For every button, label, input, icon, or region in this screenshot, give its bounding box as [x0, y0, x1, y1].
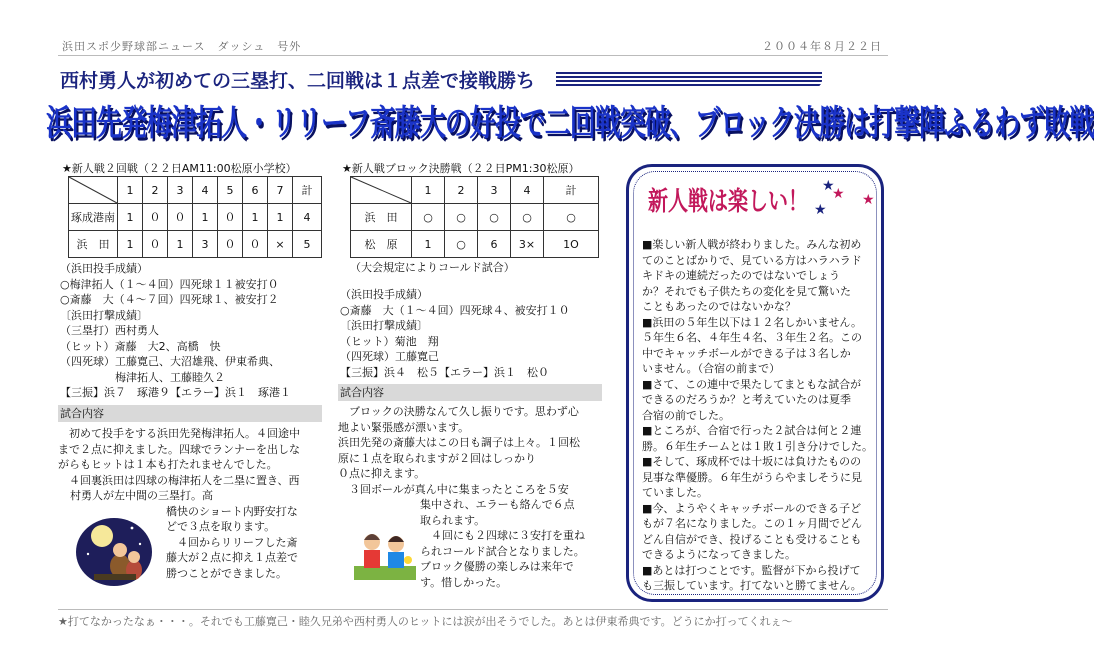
- content-line: られコールド試合となりました。: [420, 544, 585, 558]
- total-cell: 5: [293, 231, 322, 258]
- score-cell: ０: [168, 204, 193, 231]
- headline-ribbon: [556, 72, 822, 88]
- game2-stats: [340, 287, 570, 380]
- total-header: 計: [544, 177, 599, 204]
- score-cell: 3: [193, 231, 218, 258]
- stats-line: 〔浜田打撃成績〕: [60, 308, 148, 322]
- panel-line: ■浜田の５年生以下は１２名しかいません。: [642, 315, 863, 329]
- team-name: 琢成港南: [69, 204, 118, 231]
- stats-line: 【三振】浜４ 松５【エラー】浜１ 松０: [340, 365, 549, 379]
- panel-line: 中でキャッチボールができる子は３名しか: [642, 346, 851, 360]
- scoreboard-corner: [69, 177, 118, 204]
- panel-line: こともあったのではないかな？: [642, 300, 796, 313]
- panel-line: できるのだろうか？と考えていたのは夏季: [642, 393, 851, 406]
- stats-line: （三塁打）西村勇人: [60, 324, 159, 337]
- content-line: ブロック優勝の楽しみは来年で: [420, 560, 574, 573]
- panel-line: ■今、ようやくキャッチボールのできる子ど: [642, 501, 862, 515]
- game2-note: （大会規定によりコールド試合）: [350, 261, 515, 274]
- score-cell: 1: [268, 204, 293, 231]
- score-cell: 6: [478, 231, 511, 258]
- stats-line: （四死球）工藤寛己、大沼雄飛、伊東希典、: [60, 355, 280, 368]
- total-cell: 1O: [544, 231, 599, 258]
- score-cell: 3×: [511, 231, 544, 258]
- score-cell: ０: [218, 204, 243, 231]
- content-line: 原に１点を取られますが２回はしっかり: [338, 451, 536, 465]
- panel-line: 勝。６年生チームとは１敗１引き分けでした。: [642, 439, 873, 453]
- panel-line: てのことばかりで、見ている方はハラハラド: [642, 253, 862, 267]
- inning-header: 4: [193, 177, 218, 204]
- content-line: がらもヒットは１本も打たれませんでした。: [58, 458, 278, 471]
- score-cell: ○: [445, 231, 478, 258]
- stats-line: 【三振】浜７ 琢港９【エラー】浜１ 琢港１: [60, 386, 291, 399]
- panel-line: ５年生６名、４年生４名、３年生２名。この: [642, 331, 862, 344]
- star-icon: ★: [822, 178, 835, 194]
- score-cell: ０: [143, 231, 168, 258]
- content-line: す。惜しかった。: [420, 575, 508, 589]
- content-line: ４回裏浜田は四球の梅津拓人を二塁に置き、西: [58, 473, 300, 487]
- header-rule: [58, 55, 888, 56]
- content-line: 藤大が２点に抑え１点差で: [166, 551, 298, 564]
- score-cell: ０: [143, 204, 168, 231]
- content-line: ０点に抑えます。: [338, 467, 426, 480]
- content-line: まで２点に抑えました。四球でランナーを出しな: [58, 442, 300, 456]
- main-headline: 浜田先発梅津拓人・リリーフ斎藤大の好投で二回戦突破、ブロック決勝は打撃陣ふるわず敗戦: [46, 104, 1094, 145]
- stats-line: （浜田投手成績）: [340, 288, 428, 301]
- score-cell: 1: [412, 231, 445, 258]
- panel-line: ■あとは打つことです。監督が下から投げて: [642, 563, 861, 577]
- stats-line: （浜田投手成績）: [60, 262, 148, 275]
- panel-line: できるようになってきました。: [642, 548, 796, 561]
- footer-note: ★打てなかったなぁ・・・。それでも工藤寛己・睦久兄弟や西村勇人のヒットには涙が出そうでした。あとは伊東希典です。どうにか打ってくれぇ～: [58, 615, 793, 628]
- content-line: どで３点を取ります。: [166, 520, 276, 533]
- team-name: 浜 田: [69, 231, 118, 258]
- inning-header: 7: [268, 177, 293, 204]
- panel-line: キドキの連続だったのではないでしょう: [642, 269, 840, 282]
- stats-line: （四死球）工藤寛己: [340, 350, 439, 363]
- star-icon: ★: [832, 186, 845, 202]
- panel-line: ■楽しい新人戦が終わりました。みんな初め: [642, 238, 862, 251]
- star-icon: ★: [814, 202, 827, 218]
- game2-title: ★新人戦ブロック決勝戦（２２日PM1:30松原）: [342, 162, 580, 175]
- score-cell: ○: [412, 204, 445, 231]
- score-cell: 1: [118, 204, 143, 231]
- inning-header: 6: [243, 177, 268, 204]
- content-line: 橋快のショート内野安打な: [166, 504, 298, 518]
- inning-header: 2: [445, 177, 478, 204]
- total-cell: 4: [293, 204, 322, 231]
- content-line: ４回にも２四球に３安打を重ね: [420, 529, 585, 542]
- panel-title: 新人戦は楽しい！: [648, 185, 808, 217]
- inning-header: 1: [118, 177, 143, 204]
- footer-rule: [58, 609, 888, 610]
- inning-header: 4: [511, 177, 544, 204]
- moon-viewing-illustration: [74, 514, 154, 586]
- content-line: 取られます。: [420, 513, 486, 527]
- stats-line: （ヒット）斎藤 大2、高橋 快: [60, 339, 221, 353]
- content-line: 浜田先発の斎藤大はこの日も調子は上々。１回松: [338, 436, 580, 449]
- content-line: 勝つことができました。: [166, 566, 287, 580]
- panel-line: も三振しています。打てないと勝てません。: [642, 579, 862, 592]
- score-cell: ○: [445, 204, 478, 231]
- inning-header: 3: [478, 177, 511, 204]
- game2-content-label: 試合内容: [338, 384, 602, 401]
- stats-line: ○斎藤 大（１～４回）四死球４、被安打１０: [340, 303, 570, 317]
- stats-line: （ヒット）菊池 翔: [340, 334, 439, 348]
- panel-line: ■さて、この連中で果たしてまともな試合が: [642, 377, 862, 391]
- stats-line: ○梅津拓人（１～４回）四死球１１被安打０: [60, 277, 279, 291]
- issue-date: ２００４年８月２２日: [762, 40, 882, 53]
- panel-line: ■ところが、合宿で行った２試合は何と２連: [642, 424, 862, 437]
- content-line: 村勇人が左中間の三塁打。高: [70, 489, 213, 502]
- stats-line: 梅津拓人、工藤睦久２: [60, 370, 225, 384]
- game2-scoreboard: [350, 176, 599, 258]
- panel-line: ていました。: [642, 486, 708, 499]
- content-line: ３回ボールが真ん中に集まったところを５安: [338, 482, 569, 496]
- panel-line: どん自信ができ、投げることも受けることも: [642, 532, 862, 546]
- content-line: ブロックの決勝なんて久し振りです。思わず心: [338, 405, 579, 418]
- newsletter-name: 浜田スポ少野球部ニュース ダッシュ 号外: [62, 40, 302, 53]
- game1-scoreboard: [68, 176, 322, 258]
- panel-line: 合宿の前でした。: [642, 408, 730, 422]
- game1-stats: [60, 261, 291, 401]
- star-icon: ★: [862, 192, 875, 208]
- panel-line: いません。（合宿の前まで）: [642, 362, 781, 375]
- score-cell: 1: [168, 231, 193, 258]
- total-header: 計: [293, 177, 322, 204]
- content-line: 集中され、エラーも絡んで６点: [420, 498, 575, 511]
- inning-header: 1: [412, 177, 445, 204]
- panel-line: 見事な準優勝。６年生がうらやましそうに見: [642, 470, 862, 484]
- score-cell: ○: [511, 204, 544, 231]
- score-cell: ○: [478, 204, 511, 231]
- team-name: 松 原: [351, 231, 412, 258]
- inning-header: 3: [168, 177, 193, 204]
- sub-headline: 西村勇人が初めての三塁打、二回戦は１点差で接戦勝ち: [60, 70, 536, 92]
- team-name: 浜 田: [351, 204, 412, 231]
- panel-line: ■そして、琢成杯では十坂には負けたものの: [642, 455, 862, 468]
- content-line: 初めて投手をする浜田先発梅津拓人。４回途中: [58, 427, 300, 440]
- total-cell: ○: [544, 204, 599, 231]
- inning-header: 5: [218, 177, 243, 204]
- stats-line: ○斎藤 大（４～７回）四死球１、被安打２: [60, 293, 279, 306]
- score-cell: ０: [218, 231, 243, 258]
- score-cell: 1: [118, 231, 143, 258]
- inning-header: 2: [143, 177, 168, 204]
- score-cell: ×: [268, 231, 293, 258]
- panel-line: か？それでも子供たちの変化を見て驚いた: [642, 284, 851, 298]
- children-illustration: [352, 526, 418, 582]
- content-line: 地よい緊張感が漂います。: [338, 420, 470, 434]
- scoreboard-corner: [351, 177, 412, 204]
- game1-content-label: 試合内容: [58, 405, 322, 422]
- content-line: ４回からリリーフした斎: [166, 535, 298, 549]
- score-cell: 1: [243, 204, 268, 231]
- panel-body: [642, 237, 876, 594]
- score-cell: ０: [243, 231, 268, 258]
- score-cell: 1: [193, 204, 218, 231]
- panel-line: もが７名になりました。この１ヶ月間でどん: [642, 517, 862, 530]
- game1-title: ★新人戦２回戦（２２日AM11:00松原小学校）: [62, 162, 297, 175]
- stats-line: 〔浜田打撃成績〕: [340, 319, 428, 332]
